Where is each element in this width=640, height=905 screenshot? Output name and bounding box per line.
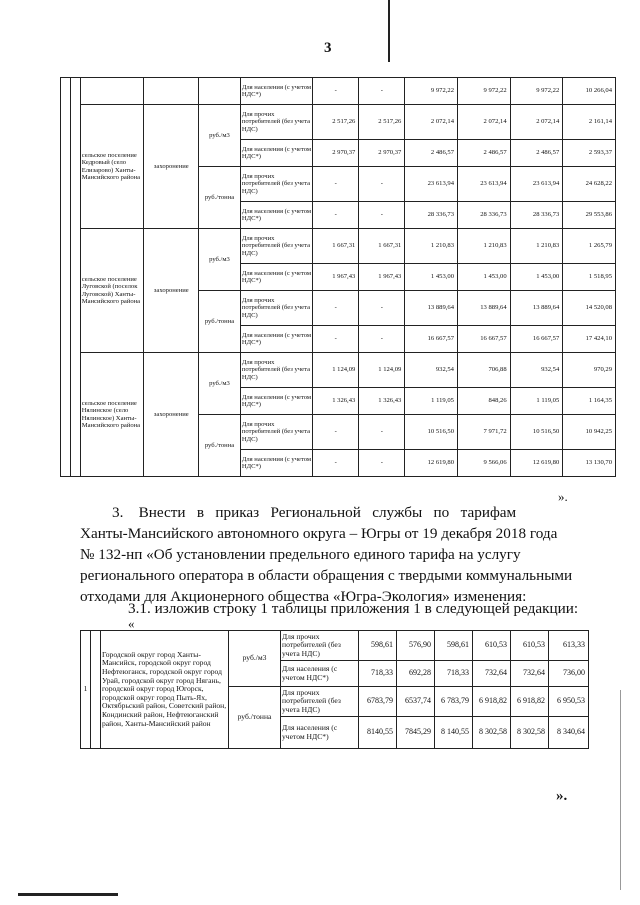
tariff-value: 1 119,05 xyxy=(510,388,563,415)
tariff-value: 736,00 xyxy=(549,661,589,687)
page-number: 3 xyxy=(324,40,332,56)
tariff-value: - xyxy=(359,202,405,229)
tariff-value: 2 486,57 xyxy=(405,140,458,167)
activity-cell: захоронение xyxy=(144,229,199,353)
tariff-value: 6 918,82 xyxy=(473,687,511,717)
consumer-cell: Для населения (с учетом НДС*) xyxy=(240,140,312,167)
unit-cell: руб./тонна xyxy=(199,167,241,229)
territory-cell: сельское поселение Кедровый (село Елизарово) Ханты-Мансийского района xyxy=(80,105,144,229)
tariff-value: - xyxy=(359,291,405,326)
tariff-value: 13 130,70 xyxy=(563,450,616,477)
tariff-value: 13 889,64 xyxy=(405,291,458,326)
consumer-cell: Для прочих потребителей (без учета НДС) xyxy=(240,415,312,450)
tariff-value: 718,33 xyxy=(359,661,397,687)
paragraph-3-line-1: 3. Внести в приказ Региональной службы по тарифам xyxy=(112,504,517,521)
tariff-value: 598,61 xyxy=(359,631,397,661)
tariff-value: 2 161,14 xyxy=(563,105,616,140)
tariff-value: 2 970,37 xyxy=(359,140,405,167)
tariff-value: 10 516,50 xyxy=(510,415,563,450)
tariff-value: 2 970,37 xyxy=(313,140,359,167)
territory-cell: Городской округ город Ханты-Мансийск, городской округ город Нефтеюганск, городской округ город Урай, городской округ город Нягань, городской округ город Югорск, городской округ город Пыть-Ях, Октябрьский район, Советский район, Кондинский район, Нефтеюганский район, Ханты-Мансийский район xyxy=(101,631,229,749)
tariff-value: 970,29 xyxy=(563,353,616,388)
tariff-value: 692,28 xyxy=(397,661,435,687)
tariff-value: 23 613,94 xyxy=(457,167,510,202)
consumer-cell: Для населения (с учетом НДС*) xyxy=(240,264,312,291)
tariff-value: 848,26 xyxy=(457,388,510,415)
tariff-value: 6 783,79 xyxy=(435,687,473,717)
activity-cell: захоронение xyxy=(144,353,199,477)
tariff-table-row-1 xyxy=(80,630,589,749)
tariff-value: 9 972,22 xyxy=(510,78,563,105)
consumer-cell: Для населения (с учетом НДС*) xyxy=(240,326,312,353)
tariff-value: 23 613,94 xyxy=(405,167,458,202)
tariff-value: - xyxy=(313,450,359,477)
table-row xyxy=(61,229,616,264)
tariff-value: 10 516,50 xyxy=(405,415,458,450)
tariff-value: 1 453,00 xyxy=(510,264,563,291)
tariff-value: 2 517,26 xyxy=(313,105,359,140)
unit-cell: руб./м3 xyxy=(199,229,241,291)
unit-cell: руб./тонна xyxy=(199,415,241,477)
tariff-value: - xyxy=(313,167,359,202)
row-sub-cell xyxy=(91,631,101,749)
closing-quote-2: ». xyxy=(556,788,568,804)
tariff-value: 932,54 xyxy=(405,353,458,388)
tariff-table-continuation xyxy=(60,77,616,477)
tariff-value: 1 967,43 xyxy=(359,264,405,291)
scan-bottom-line xyxy=(18,893,118,896)
consumer-cell: Для прочих потребителей (без учета НДС) xyxy=(281,631,359,661)
consumer-cell: Для населения (с учетом НДС*) xyxy=(240,450,312,477)
tariff-value: 12 619,80 xyxy=(510,450,563,477)
paragraph-3-line-5: отходами для Акционерного общества «Югра-Экология» изменения: xyxy=(80,588,527,605)
closing-quote: ». xyxy=(558,489,568,504)
tariff-value: 1 164,35 xyxy=(563,388,616,415)
tariff-value: 2 072,14 xyxy=(510,105,563,140)
tariff-value: 732,64 xyxy=(473,661,511,687)
row-number-cell: 1 xyxy=(81,631,91,749)
tariff-value: 7845,29 xyxy=(397,717,435,749)
tariff-value: 2 486,57 xyxy=(510,140,563,167)
paragraph-3-line-4: регионального оператора в области обращения с твердыми коммунальными xyxy=(80,567,573,584)
tariff-value: - xyxy=(359,326,405,353)
tariff-value: 8 302,58 xyxy=(473,717,511,749)
tariff-value: 9 566,06 xyxy=(457,450,510,477)
tariff-value: 6 950,53 xyxy=(549,687,589,717)
tariff-value: - xyxy=(313,415,359,450)
tariff-value: 1 119,05 xyxy=(405,388,458,415)
tariff-value: - xyxy=(359,78,405,105)
tariff-value: - xyxy=(359,450,405,477)
tariff-value: 28 336,73 xyxy=(510,202,563,229)
tariff-value: 12 619,80 xyxy=(405,450,458,477)
consumer-cell: Для населения (с учетом НДС*) xyxy=(240,388,312,415)
tariff-value: 1 667,31 xyxy=(313,229,359,264)
tariff-value: 2 486,57 xyxy=(457,140,510,167)
consumer-cell: Для прочих потребителей (без учета НДС) xyxy=(240,105,312,140)
paragraph-3-line-2: Ханты-Мансийского автономного округа – Югры от 19 декабря 2018 года xyxy=(80,525,558,542)
unit-cell: руб./м3 xyxy=(199,105,241,167)
tariff-value: 8 140,55 xyxy=(435,717,473,749)
tariff-value: 24 628,22 xyxy=(563,167,616,202)
tariff-value: 610,53 xyxy=(511,631,549,661)
tariff-value: 718,33 xyxy=(435,661,473,687)
tariff-value: 1 326,43 xyxy=(359,388,405,415)
tariff-value: 2 072,14 xyxy=(457,105,510,140)
unit-cell: руб./м3 xyxy=(229,631,281,687)
tariff-value: 732,64 xyxy=(511,661,549,687)
tariff-value: 1 518,95 xyxy=(563,264,616,291)
territory-cell: сельское поселение Нялинское (село Нялинское) Ханты-Мансийского района xyxy=(80,353,144,477)
scan-margin-line-right xyxy=(620,690,621,890)
tariff-value: 9 972,22 xyxy=(457,78,510,105)
tariff-value: 613,33 xyxy=(549,631,589,661)
tariff-value: 13 889,64 xyxy=(457,291,510,326)
activity-cell xyxy=(144,78,199,105)
tariff-value: 29 553,86 xyxy=(563,202,616,229)
tariff-value: 2 517,26 xyxy=(359,105,405,140)
table-row xyxy=(61,353,616,388)
tariff-value: 23 613,94 xyxy=(510,167,563,202)
tariff-value: 1 124,09 xyxy=(359,353,405,388)
paragraph-3-line-3: № 132-нп «Об установлении предельного единого тарифа на услугу xyxy=(80,546,521,563)
tariff-value: 10 266,04 xyxy=(563,78,616,105)
tariff-value: 6537,74 xyxy=(397,687,435,717)
tariff-value: 7 971,72 xyxy=(457,415,510,450)
tariff-value: 9 972,22 xyxy=(405,78,458,105)
tariff-value: 576,90 xyxy=(397,631,435,661)
open-quote: « xyxy=(128,616,135,631)
tariff-value: 6783,79 xyxy=(359,687,397,717)
tariff-value: 1 453,00 xyxy=(405,264,458,291)
tariff-value: 1 210,83 xyxy=(510,229,563,264)
tariff-value: 610,53 xyxy=(473,631,511,661)
tariff-value: - xyxy=(313,326,359,353)
tariff-value: - xyxy=(313,78,359,105)
tariff-value: 28 336,73 xyxy=(457,202,510,229)
consumer-cell: Для прочих потребителей (без учета НДС) xyxy=(240,291,312,326)
unit-cell: руб./тонна xyxy=(229,687,281,749)
paragraph-3-1: 3.1. изложив строку 1 таблицы приложения 1 в следующей редакции: xyxy=(128,600,579,617)
tariff-value: 8 302,58 xyxy=(511,717,549,749)
tariff-value: 2 072,14 xyxy=(405,105,458,140)
consumer-cell: Для прочих потребителей (без учета НДС) xyxy=(240,353,312,388)
scan-margin-line xyxy=(388,0,390,62)
consumer-cell: Для прочих потребителей (без учета НДС) xyxy=(240,229,312,264)
tariff-value: 13 889,64 xyxy=(510,291,563,326)
tariff-value: 932,54 xyxy=(510,353,563,388)
tariff-value: 17 424,10 xyxy=(563,326,616,353)
tariff-value: 1 210,83 xyxy=(405,229,458,264)
tariff-value: 1 265,79 xyxy=(563,229,616,264)
tariff-value: - xyxy=(313,202,359,229)
tariff-value: 28 336,73 xyxy=(405,202,458,229)
consumer-cell: Для населения (с учетом НДС*) xyxy=(281,661,359,687)
tariff-value: 14 520,08 xyxy=(563,291,616,326)
tariff-value: 706,88 xyxy=(457,353,510,388)
unit-cell: руб./тонна xyxy=(199,291,241,353)
consumer-cell: Для населения (с учетом НДС*) xyxy=(281,717,359,749)
consumer-cell: Для населения (с учетом НДС*) xyxy=(240,202,312,229)
tariff-value: 8140,55 xyxy=(359,717,397,749)
tariff-value: 598,61 xyxy=(435,631,473,661)
consumer-cell: Для прочих потребителей (без учета НДС) xyxy=(281,687,359,717)
tariff-value: 1 124,09 xyxy=(313,353,359,388)
territory-cell xyxy=(80,78,144,105)
tariff-value: 1 967,43 xyxy=(313,264,359,291)
tariff-value: 16 667,57 xyxy=(405,326,458,353)
tariff-value: 10 942,25 xyxy=(563,415,616,450)
tariff-value: - xyxy=(359,167,405,202)
territory-cell: сельское поселение Луговской (поселок Луговской) Ханты-Мансийского района xyxy=(80,229,144,353)
tariff-value: 2 593,37 xyxy=(563,140,616,167)
tariff-value: 16 667,57 xyxy=(457,326,510,353)
row-sub-cell xyxy=(70,78,80,477)
table-row xyxy=(61,78,616,105)
row-number-cell xyxy=(61,78,71,477)
unit-cell: руб./м3 xyxy=(199,353,241,415)
tariff-value: - xyxy=(313,291,359,326)
consumer-cell: Для прочих потребителей (без учета НДС) xyxy=(240,167,312,202)
tariff-value: 1 667,31 xyxy=(359,229,405,264)
tariff-value: - xyxy=(359,415,405,450)
tariff-value: 6 918,82 xyxy=(511,687,549,717)
table-row xyxy=(81,631,589,661)
tariff-value: 1 210,83 xyxy=(457,229,510,264)
tariff-value: 1 326,43 xyxy=(313,388,359,415)
unit-cell xyxy=(199,78,241,105)
consumer-cell: Для населения (с учетом НДС*) xyxy=(240,78,312,105)
tariff-value: 1 453,00 xyxy=(457,264,510,291)
tariff-value: 16 667,57 xyxy=(510,326,563,353)
tariff-value: 8 340,64 xyxy=(549,717,589,749)
activity-cell: захоронение xyxy=(144,105,199,229)
table-row xyxy=(61,105,616,140)
